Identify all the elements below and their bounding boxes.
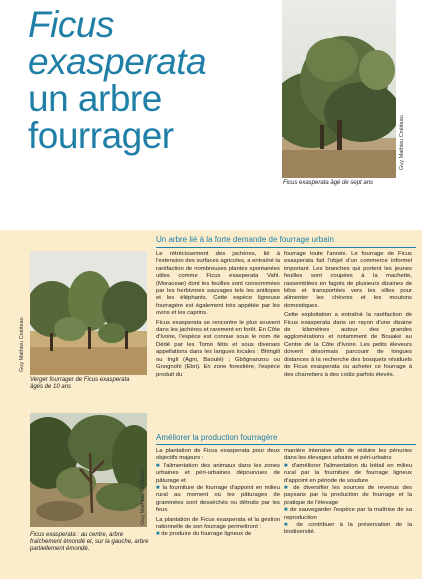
bullet-item xyxy=(156,485,280,515)
paragraph: La plantation de Ficus exasperata pour deux objectifs majeurs : xyxy=(156,448,280,462)
bullet-icon: ■ xyxy=(284,522,297,529)
paragraph: manière intensive afin de réduire les pénuries dans les élevages urbains et péri-urbains xyxy=(284,448,412,462)
bullet-item xyxy=(284,522,412,537)
photo-mid-caption xyxy=(30,377,150,391)
bullet-text: de contribuer à la préservation de la biodiversité. xyxy=(284,522,412,536)
photo-bottom-caption: Ficus exasperata : au centre, arbre fraîchement émondé et, sur la gauche, arbre partiellement émondé. xyxy=(30,532,149,552)
paragraph: fourrage toute l'année. Le fourrage de Ficus exasperata fait l'objet d'un commerce informel important. Les branches qui portent les jeunes feuilles sont coupées à la machette, rassemblées en fagots de plusieurs dizaines de kilos et transportées vers les villes pour alimenter les chèvres et les moutons domestiques. xyxy=(284,251,412,309)
caption-line: âgés de 10 ans xyxy=(30,384,72,390)
title-line-2: un arbre xyxy=(28,78,162,119)
photo-bottom-credit: Guy Mathieu Cnéiteau xyxy=(140,470,146,525)
bullet-item xyxy=(284,507,412,522)
photo-top-caption: Ficus exasperata âgé de sept ans xyxy=(283,180,374,186)
caption-line: Verger fourrager de Ficus exasperata xyxy=(30,377,130,383)
section-1-heading: Un arbre lié à la forte demande de fourrage urbain xyxy=(156,235,334,244)
bullet-icon: ■ xyxy=(156,485,163,492)
section-2-column-1 xyxy=(156,448,280,541)
bullet-item xyxy=(284,463,412,485)
paragraph: Ficus exasperata se rencontre le plus souvent dans les jachères et rarement en forêt. En Côte d'Ivoire, l'espèce est connue sous le nom de Dédé par les Tomo fétis et sous diverses appellations dans les langues locales : Bhingili ou Ingli (Agni, Baoulé) ; Gbôgnanzou ou Gnognohi (Ebri). En zone forestière, l'espèce produit du xyxy=(156,319,280,378)
bullet-item xyxy=(284,485,412,507)
bullet-icon: ■ xyxy=(284,507,291,514)
section-1-column-1 xyxy=(156,251,280,381)
section-2-heading: Améliorer la production fourragère xyxy=(156,433,278,442)
photo-mid-credit: Guy Mathieu Cnéiteau xyxy=(19,317,25,372)
bullet-item xyxy=(156,531,280,538)
bullet-text: l'alimentation des animaux dans les zones urbaines et péri-urbaines dépourvues de pâturage et xyxy=(156,462,280,484)
title-line-3: fourrager xyxy=(28,115,174,156)
paragraph: La plantation de Ficus exasperata et la gestion rationnelle de son fourrage permettront : xyxy=(156,516,280,531)
section-1-column-2 xyxy=(284,251,412,381)
bullet-text: la fourniture de fourrage d'appoint en milieu rural au moment où les pâturages de graminées sont desséchés ou détruits par les feux. xyxy=(156,485,280,514)
section-2-column-2 xyxy=(284,448,412,539)
bullet-item xyxy=(156,463,280,485)
photo-bottom xyxy=(30,413,147,527)
bullet-icon: ■ xyxy=(284,485,294,492)
photo-mid xyxy=(30,251,147,375)
section-2-rule xyxy=(156,444,416,445)
bullet-text: de produire du fourrage ligneux de xyxy=(161,531,252,538)
bullet-icon: ■ xyxy=(156,531,162,538)
title-line-1: Ficus exasperata xyxy=(28,4,207,82)
bullet-icon: ■ xyxy=(156,462,164,469)
paragraph: Cette exploitation a entraîné la raréfaction de Ficus exasperata dans un rayon d'une dizaine de kilomètres autour des grandes agglomérations et notamment de Bouaké au Centre de la Côte d'Ivoire. Les petits éleveurs doivent désormais parcourir de longues distances à la recherche des bosquets résiduels de Ficus exasperata ou acheter ce fourrage à des charretiers à des coûts parfois élevés. xyxy=(284,312,412,378)
bullet-text: d'améliorer l'alimentation du bétail en milieu rural par la fourniture de fourrage ligneux d'appoint en période de soudure xyxy=(284,462,413,484)
paragraph: Le rétrécissement des jachères, lié à l'extension des surfaces agricoles, a entraîné la raréfaction de nombreuses plantes spontanées utiles comme Ficus exasperata Vahl. (Moraceae) dont les feuilles sont consommées par les herbivores sauvages tels les antilopes et les éléphants. Cette espèce ligneuse fourragère est également très appétée par les ovins et les caprins. xyxy=(156,251,280,317)
bullet-icon: ■ xyxy=(284,462,292,469)
bullet-text: de sauvegarder l'espèce par la maîtrise de sa reproduction xyxy=(284,507,412,521)
photo-top xyxy=(282,0,396,178)
section-1-rule xyxy=(156,247,416,248)
photo-top-credit: Guy Mathieu Cnéiteau xyxy=(399,115,405,170)
bullet-text: de diversifier les sources de revenus des paysans par la production de fourrage et la pratique de l'élevage xyxy=(284,485,412,506)
page-title xyxy=(28,6,268,154)
